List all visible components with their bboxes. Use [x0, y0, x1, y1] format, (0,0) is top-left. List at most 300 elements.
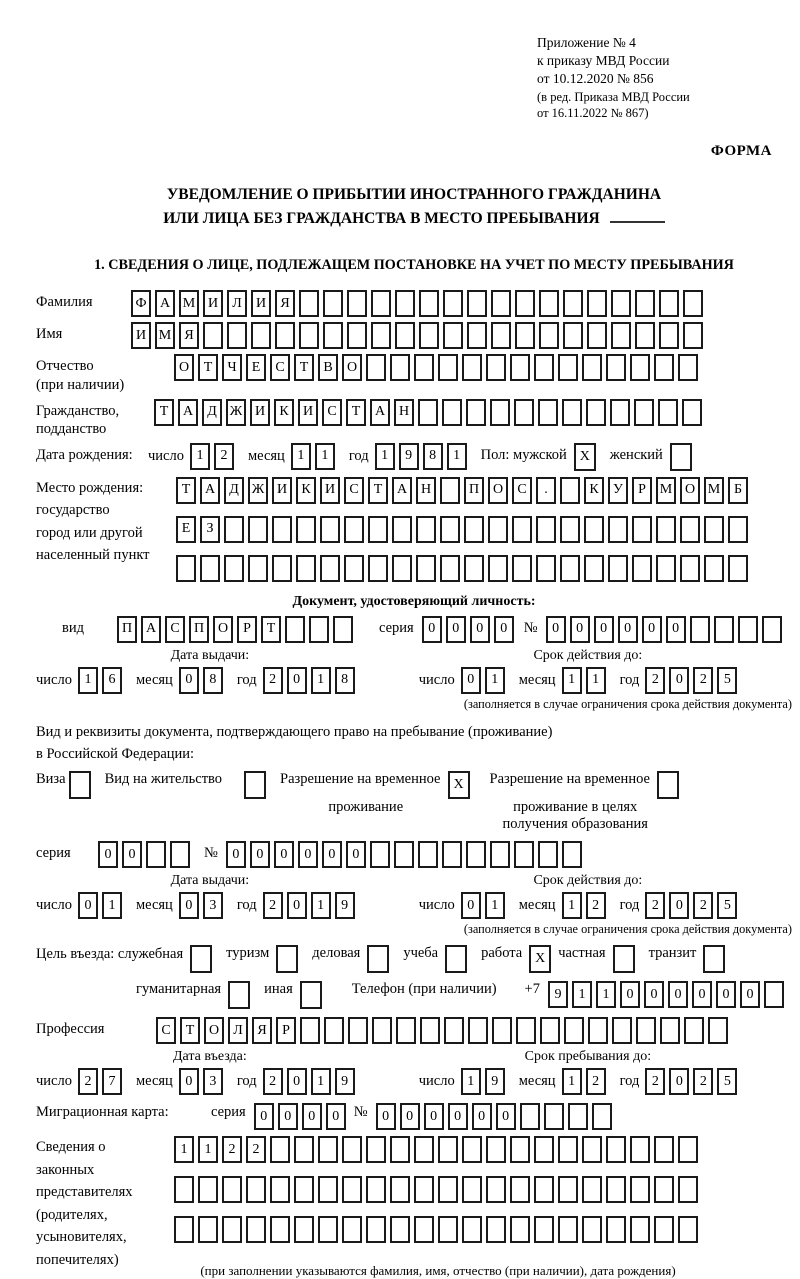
date-cell[interactable]: 2 [586, 1068, 606, 1095]
form-cell[interactable]: 2 [222, 1136, 242, 1163]
form-cell[interactable]: Я [275, 290, 295, 317]
form-cell[interactable] [368, 555, 388, 582]
form-cell[interactable]: Н [416, 477, 436, 504]
form-cell[interactable]: Б [728, 477, 748, 504]
form-cell[interactable] [512, 516, 532, 543]
form-cell[interactable] [560, 516, 580, 543]
form-cell[interactable] [586, 399, 606, 426]
form-cell[interactable] [608, 555, 628, 582]
date-cell[interactable]: 0 [179, 892, 199, 919]
form-cell[interactable] [198, 1216, 218, 1243]
form-cell[interactable]: Р [237, 616, 257, 643]
form-cell[interactable] [296, 555, 316, 582]
form-cell[interactable] [510, 354, 530, 381]
date-cell[interactable]: 1 [190, 443, 210, 470]
form-cell[interactable] [564, 1017, 584, 1044]
form-cell[interactable] [333, 616, 353, 643]
form-cell[interactable] [678, 354, 698, 381]
form-cell[interactable] [490, 399, 510, 426]
form-cell[interactable] [390, 1136, 410, 1163]
form-cell[interactable] [516, 1017, 536, 1044]
date-cell[interactable]: 3 [203, 892, 223, 919]
form-cell[interactable] [630, 1136, 650, 1163]
form-cell[interactable] [762, 616, 782, 643]
purpose-other-checkbox[interactable] [300, 981, 322, 1009]
form-cell[interactable] [224, 555, 244, 582]
date-cell[interactable]: 9 [335, 892, 355, 919]
form-cell[interactable]: А [155, 290, 175, 317]
form-cell[interactable]: Е [246, 354, 266, 381]
date-cell[interactable]: 2 [645, 892, 665, 919]
form-cell[interactable] [582, 1216, 602, 1243]
form-cell[interactable] [683, 290, 703, 317]
date-cell[interactable]: 9 [335, 1068, 355, 1095]
form-cell[interactable] [560, 555, 580, 582]
form-cell[interactable] [656, 516, 676, 543]
date-cell[interactable]: 2 [693, 667, 713, 694]
form-cell[interactable] [635, 322, 655, 349]
form-cell[interactable]: 0 [226, 841, 246, 868]
form-cell[interactable] [630, 1176, 650, 1203]
form-cell[interactable]: Т [180, 1017, 200, 1044]
form-cell[interactable] [592, 1103, 612, 1130]
form-cell[interactable] [491, 322, 511, 349]
form-cell[interactable]: 0 [470, 616, 490, 643]
form-cell[interactable]: 0 [496, 1103, 516, 1130]
form-cell[interactable]: Т [154, 399, 174, 426]
date-cell[interactable]: 1 [562, 1068, 582, 1095]
form-cell[interactable]: 0 [298, 841, 318, 868]
form-cell[interactable] [708, 1017, 728, 1044]
form-cell[interactable] [587, 322, 607, 349]
form-cell[interactable]: 0 [644, 981, 664, 1008]
form-cell[interactable] [320, 516, 340, 543]
form-cell[interactable]: К [274, 399, 294, 426]
form-cell[interactable] [294, 1216, 314, 1243]
form-cell[interactable] [440, 477, 460, 504]
date-cell[interactable]: 5 [717, 1068, 737, 1095]
form-cell[interactable] [558, 1136, 578, 1163]
form-cell[interactable]: М [179, 290, 199, 317]
purpose-business-checkbox[interactable] [367, 945, 389, 973]
form-cell[interactable]: 0 [424, 1103, 444, 1130]
form-cell[interactable] [491, 290, 511, 317]
form-cell[interactable] [635, 290, 655, 317]
form-cell[interactable]: Т [368, 477, 388, 504]
form-cell[interactable] [680, 516, 700, 543]
form-cell[interactable]: С [270, 354, 290, 381]
form-cell[interactable] [251, 322, 271, 349]
date-cell[interactable]: 2 [214, 443, 234, 470]
form-cell[interactable] [299, 322, 319, 349]
form-cell[interactable] [342, 1176, 362, 1203]
form-cell[interactable] [309, 616, 329, 643]
form-cell[interactable] [370, 841, 390, 868]
purpose-official-checkbox[interactable] [190, 945, 212, 973]
form-cell[interactable] [606, 1216, 626, 1243]
date-cell[interactable]: 2 [693, 892, 713, 919]
form-cell[interactable] [538, 841, 558, 868]
form-cell[interactable] [294, 1136, 314, 1163]
form-cell[interactable] [682, 399, 702, 426]
form-cell[interactable] [414, 1136, 434, 1163]
form-cell[interactable]: 0 [546, 616, 566, 643]
form-cell[interactable] [492, 1017, 512, 1044]
form-cell[interactable] [654, 1176, 674, 1203]
form-cell[interactable]: 0 [642, 616, 662, 643]
form-cell[interactable]: А [370, 399, 390, 426]
purpose-tourism-checkbox[interactable] [276, 945, 298, 973]
form-cell[interactable]: 0 [122, 841, 142, 868]
form-cell[interactable] [515, 322, 535, 349]
date-cell[interactable]: 0 [287, 1068, 307, 1095]
form-cell[interactable]: И [298, 399, 318, 426]
form-cell[interactable] [606, 1176, 626, 1203]
form-cell[interactable] [366, 1136, 386, 1163]
form-cell[interactable]: Н [394, 399, 414, 426]
form-cell[interactable]: Д [202, 399, 222, 426]
form-cell[interactable]: М [155, 322, 175, 349]
form-cell[interactable] [442, 841, 462, 868]
date-cell[interactable]: 9 [485, 1068, 505, 1095]
form-cell[interactable] [488, 555, 508, 582]
form-cell[interactable] [534, 1216, 554, 1243]
date-cell[interactable]: 1 [311, 892, 331, 919]
form-cell[interactable] [324, 1017, 344, 1044]
form-cell[interactable] [371, 290, 391, 317]
form-cell[interactable] [486, 1176, 506, 1203]
form-cell[interactable] [248, 516, 268, 543]
form-cell[interactable]: 0 [446, 616, 466, 643]
form-cell[interactable]: О [342, 354, 362, 381]
form-cell[interactable] [562, 399, 582, 426]
form-cell[interactable] [438, 354, 458, 381]
form-cell[interactable] [224, 516, 244, 543]
date-cell[interactable]: 1 [586, 667, 606, 694]
form-cell[interactable]: О [213, 616, 233, 643]
form-cell[interactable]: 0 [570, 616, 590, 643]
form-cell[interactable] [560, 477, 580, 504]
form-cell[interactable]: У [608, 477, 628, 504]
date-cell[interactable]: 1 [485, 667, 505, 694]
form-cell[interactable] [395, 290, 415, 317]
form-cell[interactable]: О [174, 354, 194, 381]
date-cell[interactable]: 1 [562, 667, 582, 694]
form-cell[interactable]: С [322, 399, 342, 426]
form-cell[interactable] [392, 516, 412, 543]
form-cell[interactable] [534, 1136, 554, 1163]
date-cell[interactable]: 2 [78, 1068, 98, 1095]
date-cell[interactable]: 8 [423, 443, 443, 470]
date-cell[interactable]: 9 [399, 443, 419, 470]
form-cell[interactable] [222, 1216, 242, 1243]
form-cell[interactable] [174, 1176, 194, 1203]
form-cell[interactable]: 0 [666, 616, 686, 643]
form-cell[interactable] [659, 290, 679, 317]
date-cell[interactable]: 0 [287, 667, 307, 694]
form-cell[interactable] [654, 1136, 674, 1163]
form-cell[interactable] [366, 354, 386, 381]
form-cell[interactable] [371, 322, 391, 349]
visa-checkbox[interactable] [69, 771, 91, 799]
form-cell[interactable] [270, 1216, 290, 1243]
form-cell[interactable] [606, 1136, 626, 1163]
form-cell[interactable] [536, 516, 556, 543]
form-cell[interactable]: О [488, 477, 508, 504]
date-cell[interactable]: 2 [586, 892, 606, 919]
form-cell[interactable] [654, 354, 674, 381]
form-cell[interactable]: 0 [278, 1103, 298, 1130]
date-cell[interactable]: 5 [717, 892, 737, 919]
form-cell[interactable] [683, 322, 703, 349]
form-cell[interactable] [462, 1136, 482, 1163]
form-cell[interactable]: К [296, 477, 316, 504]
form-cell[interactable]: С [344, 477, 364, 504]
purpose-work-checkbox[interactable]: X [529, 945, 551, 973]
purpose-private-checkbox[interactable] [613, 945, 635, 973]
form-cell[interactable] [270, 1136, 290, 1163]
form-cell[interactable] [728, 555, 748, 582]
form-cell[interactable] [299, 290, 319, 317]
form-cell[interactable] [464, 555, 484, 582]
form-cell[interactable]: 1 [174, 1136, 194, 1163]
form-cell[interactable] [272, 555, 292, 582]
form-cell[interactable]: 0 [740, 981, 760, 1008]
form-cell[interactable]: Р [276, 1017, 296, 1044]
date-cell[interactable]: 0 [669, 1068, 689, 1095]
form-cell[interactable] [176, 555, 196, 582]
form-cell[interactable] [466, 841, 486, 868]
form-cell[interactable] [486, 1216, 506, 1243]
form-cell[interactable] [344, 555, 364, 582]
form-cell[interactable]: О [204, 1017, 224, 1044]
form-cell[interactable] [680, 555, 700, 582]
form-cell[interactable] [438, 1136, 458, 1163]
form-cell[interactable]: О [680, 477, 700, 504]
date-cell[interactable]: 0 [179, 667, 199, 694]
form-cell[interactable] [174, 1216, 194, 1243]
date-cell[interactable]: 1 [485, 892, 505, 919]
form-cell[interactable] [632, 516, 652, 543]
form-cell[interactable]: 0 [346, 841, 366, 868]
form-cell[interactable]: Т [294, 354, 314, 381]
form-cell[interactable] [582, 1136, 602, 1163]
date-cell[interactable]: 1 [447, 443, 467, 470]
form-cell[interactable] [486, 354, 506, 381]
form-cell[interactable]: Ф [131, 290, 151, 317]
date-cell[interactable]: 2 [263, 1068, 283, 1095]
form-cell[interactable]: 0 [250, 841, 270, 868]
form-cell[interactable] [419, 290, 439, 317]
form-cell[interactable]: А [200, 477, 220, 504]
form-cell[interactable] [200, 555, 220, 582]
form-cell[interactable] [414, 1176, 434, 1203]
form-cell[interactable] [539, 290, 559, 317]
form-cell[interactable] [203, 322, 223, 349]
form-cell[interactable]: 0 [618, 616, 638, 643]
form-cell[interactable]: 0 [692, 981, 712, 1008]
form-cell[interactable] [611, 290, 631, 317]
form-cell[interactable] [558, 1176, 578, 1203]
form-cell[interactable] [342, 1136, 362, 1163]
form-cell[interactable]: И [131, 322, 151, 349]
form-cell[interactable] [678, 1136, 698, 1163]
form-cell[interactable] [582, 354, 602, 381]
form-cell[interactable] [539, 322, 559, 349]
form-cell[interactable] [520, 1103, 540, 1130]
form-cell[interactable]: Т [346, 399, 366, 426]
form-cell[interactable] [246, 1176, 266, 1203]
form-cell[interactable]: 0 [302, 1103, 322, 1130]
date-cell[interactable]: 2 [645, 1068, 665, 1095]
form-cell[interactable] [488, 516, 508, 543]
form-cell[interactable]: . [536, 477, 556, 504]
form-cell[interactable] [438, 1216, 458, 1243]
form-cell[interactable]: 0 [98, 841, 118, 868]
form-cell[interactable]: 0 [322, 841, 342, 868]
form-cell[interactable] [656, 555, 676, 582]
form-cell[interactable] [462, 1216, 482, 1243]
date-cell[interactable]: 0 [461, 667, 481, 694]
form-cell[interactable]: 0 [254, 1103, 274, 1130]
form-cell[interactable] [678, 1176, 698, 1203]
form-cell[interactable] [438, 1176, 458, 1203]
form-cell[interactable] [510, 1176, 530, 1203]
date-cell[interactable]: 2 [645, 667, 665, 694]
temp-residence-checkbox[interactable]: X [448, 771, 470, 799]
form-cell[interactable] [285, 616, 305, 643]
form-cell[interactable]: И [251, 290, 271, 317]
date-cell[interactable]: 1 [562, 892, 582, 919]
form-cell[interactable] [514, 841, 534, 868]
form-cell[interactable] [348, 1017, 368, 1044]
temp-residence-edu-checkbox[interactable] [657, 771, 679, 799]
form-cell[interactable]: Т [198, 354, 218, 381]
form-cell[interactable]: 0 [326, 1103, 346, 1130]
form-cell[interactable] [738, 616, 758, 643]
form-cell[interactable] [660, 1017, 680, 1044]
form-cell[interactable] [416, 516, 436, 543]
sex-female-checkbox[interactable] [670, 443, 692, 471]
date-cell[interactable]: 2 [263, 892, 283, 919]
form-cell[interactable]: Т [261, 616, 281, 643]
form-cell[interactable] [636, 1017, 656, 1044]
form-cell[interactable]: И [272, 477, 292, 504]
form-cell[interactable] [275, 322, 295, 349]
date-cell[interactable]: 0 [461, 892, 481, 919]
form-cell[interactable]: А [141, 616, 161, 643]
form-cell[interactable]: 9 [548, 981, 568, 1008]
form-cell[interactable]: Т [176, 477, 196, 504]
date-cell[interactable]: 8 [335, 667, 355, 694]
form-cell[interactable]: 0 [594, 616, 614, 643]
form-cell[interactable] [558, 354, 578, 381]
form-cell[interactable] [368, 516, 388, 543]
date-cell[interactable]: 1 [291, 443, 311, 470]
form-cell[interactable] [392, 555, 412, 582]
form-cell[interactable] [563, 290, 583, 317]
form-cell[interactable]: К [584, 477, 604, 504]
form-cell[interactable] [366, 1216, 386, 1243]
form-cell[interactable]: 0 [716, 981, 736, 1008]
form-cell[interactable] [467, 322, 487, 349]
form-cell[interactable]: Д [224, 477, 244, 504]
form-cell[interactable] [394, 841, 414, 868]
purpose-humanitarian-checkbox[interactable] [228, 981, 250, 1009]
form-cell[interactable] [272, 516, 292, 543]
purpose-study-checkbox[interactable] [445, 945, 467, 973]
date-cell[interactable]: 2 [693, 1068, 713, 1095]
form-cell[interactable]: 0 [400, 1103, 420, 1130]
form-cell[interactable] [630, 1216, 650, 1243]
date-cell[interactable]: 5 [717, 667, 737, 694]
form-cell[interactable] [490, 841, 510, 868]
form-cell[interactable] [704, 555, 724, 582]
form-cell[interactable] [294, 1176, 314, 1203]
form-cell[interactable] [630, 354, 650, 381]
form-cell[interactable] [466, 399, 486, 426]
form-cell[interactable]: 0 [274, 841, 294, 868]
form-cell[interactable] [366, 1176, 386, 1203]
form-cell[interactable] [396, 1017, 416, 1044]
form-cell[interactable]: И [203, 290, 223, 317]
form-cell[interactable]: З [200, 516, 220, 543]
form-cell[interactable]: А [178, 399, 198, 426]
date-cell[interactable]: 3 [203, 1068, 223, 1095]
form-cell[interactable] [568, 1103, 588, 1130]
form-cell[interactable]: 2 [246, 1136, 266, 1163]
form-cell[interactable]: 0 [620, 981, 640, 1008]
form-cell[interactable] [347, 290, 367, 317]
form-cell[interactable] [486, 1136, 506, 1163]
form-cell[interactable] [444, 1017, 464, 1044]
form-cell[interactable]: С [165, 616, 185, 643]
form-cell[interactable] [419, 322, 439, 349]
form-cell[interactable] [582, 1176, 602, 1203]
form-cell[interactable] [512, 555, 532, 582]
form-cell[interactable]: Я [179, 322, 199, 349]
date-cell[interactable]: 0 [287, 892, 307, 919]
form-cell[interactable]: В [318, 354, 338, 381]
form-cell[interactable]: Ч [222, 354, 242, 381]
form-cell[interactable] [467, 290, 487, 317]
form-cell[interactable] [390, 1176, 410, 1203]
form-cell[interactable] [323, 290, 343, 317]
form-cell[interactable] [443, 322, 463, 349]
form-cell[interactable]: 1 [198, 1136, 218, 1163]
form-cell[interactable] [248, 555, 268, 582]
form-cell[interactable]: М [656, 477, 676, 504]
date-cell[interactable]: 0 [78, 892, 98, 919]
form-cell[interactable] [318, 1136, 338, 1163]
form-cell[interactable] [270, 1176, 290, 1203]
form-cell[interactable]: Л [227, 290, 247, 317]
form-cell[interactable] [608, 516, 628, 543]
date-cell[interactable]: 1 [311, 667, 331, 694]
form-cell[interactable] [659, 322, 679, 349]
form-cell[interactable] [584, 516, 604, 543]
date-cell[interactable]: 1 [315, 443, 335, 470]
form-cell[interactable] [538, 399, 558, 426]
date-cell[interactable]: 7 [102, 1068, 122, 1095]
date-cell[interactable]: 2 [263, 667, 283, 694]
form-cell[interactable] [534, 354, 554, 381]
purpose-transit-checkbox[interactable] [703, 945, 725, 973]
form-cell[interactable] [764, 981, 784, 1008]
form-cell[interactable]: М [704, 477, 724, 504]
form-cell[interactable] [414, 354, 434, 381]
form-cell[interactable] [684, 1017, 704, 1044]
